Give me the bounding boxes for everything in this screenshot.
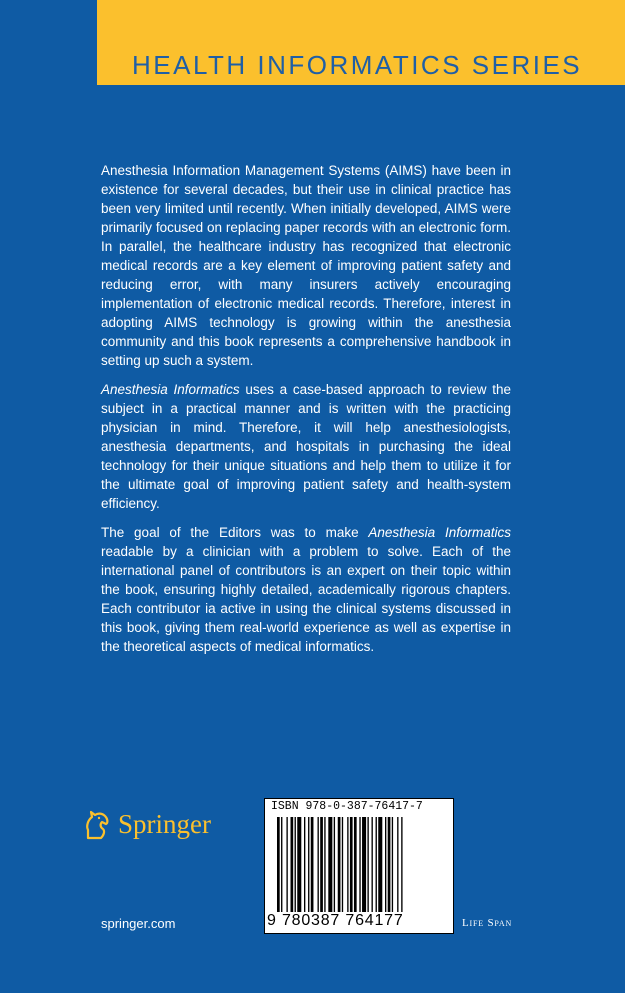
blurb-paragraph-3-text-a: The goal of the Editors was to make xyxy=(101,525,369,540)
barcode-bar xyxy=(359,817,360,912)
barcode-bar xyxy=(318,817,319,912)
barcode-bar xyxy=(281,817,282,912)
barcode-bar xyxy=(304,817,305,912)
barcode-bar xyxy=(362,817,366,912)
barcode-bar xyxy=(342,817,343,912)
publisher-url[interactable]: springer.com xyxy=(101,916,176,931)
barcode-bar xyxy=(308,817,309,912)
barcode-bar xyxy=(286,817,287,912)
barcode-bar xyxy=(372,817,373,912)
barcode-bar xyxy=(367,817,368,912)
barcode-bar xyxy=(291,817,294,912)
blurb-paragraph-2 xyxy=(101,380,511,513)
back-cover-blurb xyxy=(101,161,511,666)
book-title: Anesthesia Informatics xyxy=(368,525,511,540)
barcode-bar xyxy=(354,817,357,912)
publisher-name: Springer xyxy=(118,808,211,839)
barcode-bar xyxy=(347,817,348,912)
barcode-bar xyxy=(334,817,335,912)
barcode-bar xyxy=(277,817,280,912)
isbn-label: ISBN 978-0-387-76417-7 xyxy=(271,800,423,813)
barcode-digits: 9 780387 764177 xyxy=(267,912,404,929)
book-title: Anesthesia Informatics xyxy=(101,382,240,397)
barcode-bar xyxy=(320,817,323,912)
barcode-bar xyxy=(311,817,314,912)
barcode-bar xyxy=(297,817,301,912)
imprint-label: Life Span xyxy=(462,917,513,929)
series-title: HEALTH INFORMATICS SERIES xyxy=(132,50,583,80)
barcode-bar xyxy=(328,817,332,912)
isbn-barcode xyxy=(264,798,454,934)
barcode-bar xyxy=(350,817,353,912)
barcode-bar xyxy=(324,817,325,912)
blurb-paragraph-3 xyxy=(101,523,511,656)
barcode-bar xyxy=(378,817,382,912)
barcode-bar xyxy=(401,817,402,912)
springer-horse-icon xyxy=(82,808,112,840)
blurb-paragraph-3-text-b: readable by a clinician with a problem to solve. Each of the international panel of contributors is an expert on their topic within the book, ensuring highly detailed, academically rigorous chapters. Each contributor ia active in using the clinical systems discussed in this book, giving them real-world experience as well as expertise in the theoretical aspects of medical informatics. xyxy=(101,544,511,654)
springer-logo xyxy=(82,808,211,840)
blurb-paragraph-2-text: uses a case-based approach to review the subject in a practical manner and is written with the practicing physician in mind. Therefore, it will help anesthesiologists, anesthesia departments, and hospitals in purchasing the ideal technology for their unique situations and help them to utilize it for the ultimate goal of improving patient safety and health-system efficiency. xyxy=(101,382,512,511)
barcode-bar xyxy=(376,817,377,912)
barcode-bar xyxy=(338,817,341,912)
blurb-paragraph-1: Anesthesia Information Management Systems (AIMS) have been in existence for several decades, but their use in clinical practice has been very limited until recently. When initially developed, AIMS were primarily focused on replacing paper records with an electronic form. In parallel, the healthcare industry has recognized that electronic medical records are a key element of improving patient safety and reducing error, with many insurers actively encouraging implementation of electronic medical records. Therefore, interest in adopting AIMS technology is growing within the anesthesia community and this book represents a comprehensive handbook in setting up such a system. xyxy=(101,163,511,368)
barcode-bar xyxy=(392,817,393,912)
barcode-bar xyxy=(388,817,391,912)
barcode-bar xyxy=(295,817,296,912)
barcode-bars xyxy=(277,817,441,912)
barcode-bar xyxy=(385,817,386,912)
barcode-bar xyxy=(397,817,398,912)
